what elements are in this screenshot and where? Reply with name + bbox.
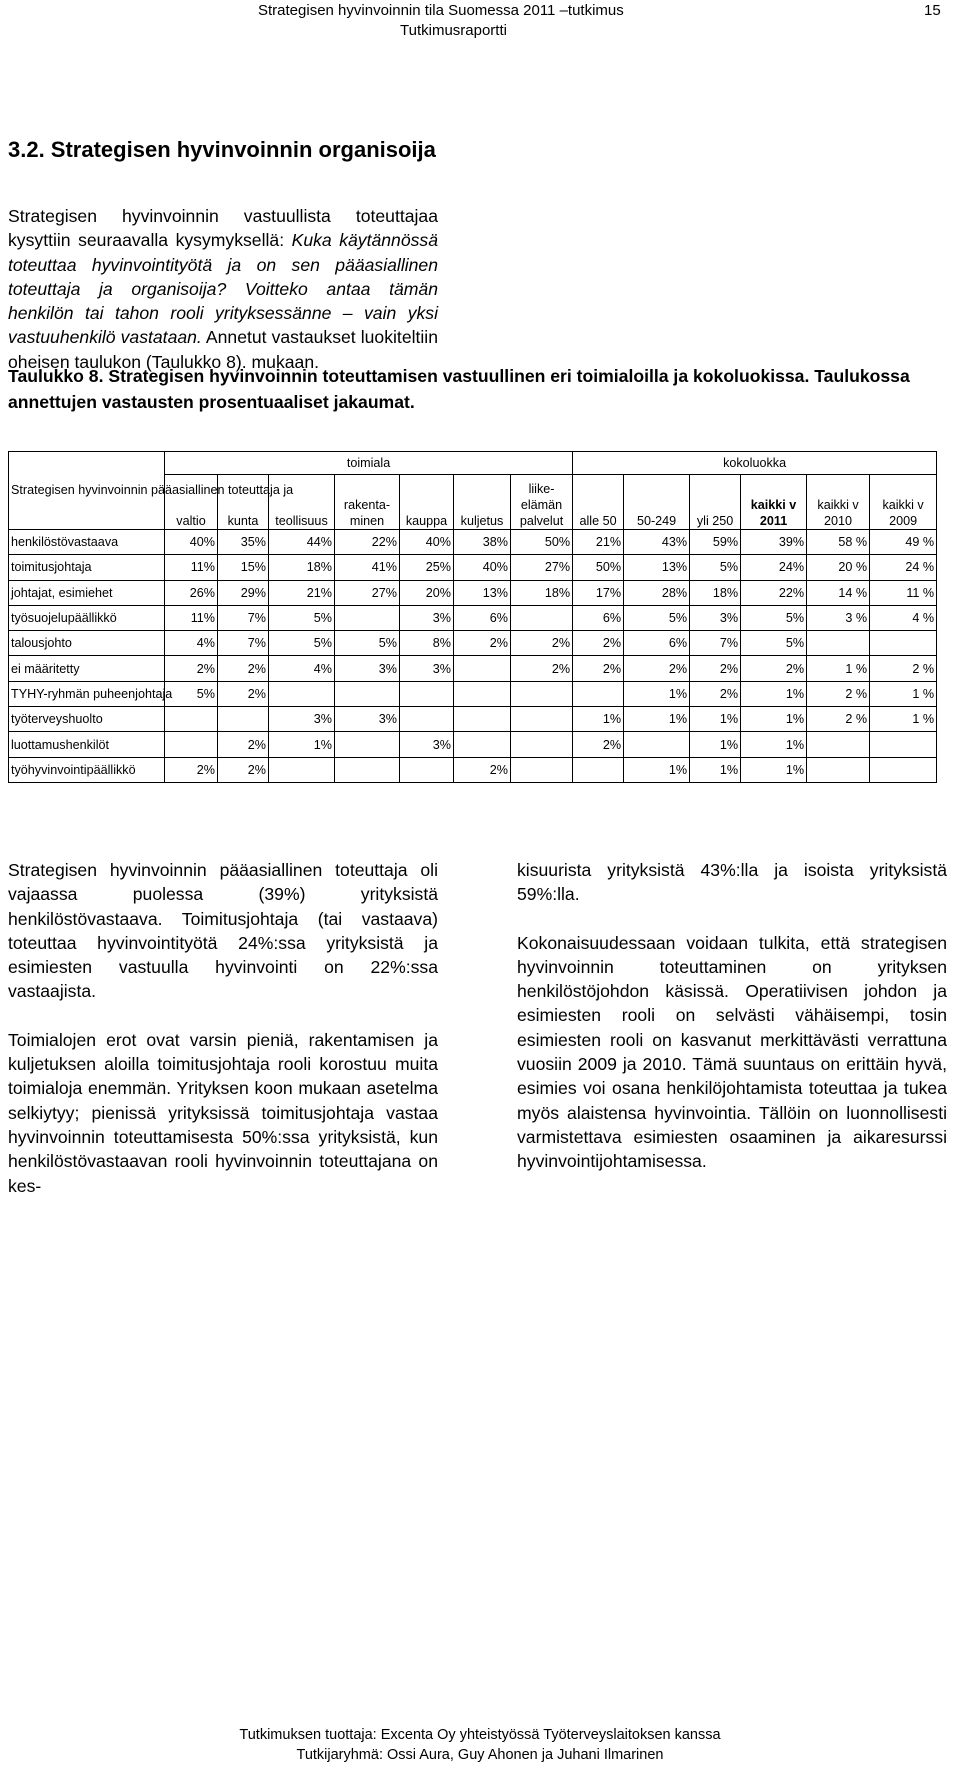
table-cell: 15% — [218, 555, 269, 580]
section-title: 3.2. Strategisen hyvinvoinnin organisoija — [8, 137, 436, 162]
table-cell — [454, 656, 511, 681]
body-paragraph: Strategisen hyvinvoinnin pääasiallinen toteuttaja oli vajaassa puolessa (39%) yrityksistä henkilöstövastaava. Toimitusjohtaja (tai vastaava) toteuttaa hyvinvointityötä 24%:ssa yrityksistä ja esimiesten vastuulla hyvinvointi on 22%:ssa vastaajista. — [8, 860, 438, 1002]
table-cell — [165, 707, 218, 732]
table-cell: 43% — [624, 530, 690, 555]
table-cell — [870, 631, 937, 656]
table-cell — [269, 681, 335, 706]
table-cell: 18% — [690, 580, 741, 605]
table-cell: 50% — [511, 530, 573, 555]
table-cell: 41% — [335, 555, 400, 580]
table-row — [9, 580, 937, 605]
column-header: yli 250 — [690, 475, 741, 530]
intro-text — [8, 204, 438, 374]
table-cell: 5% — [690, 555, 741, 580]
table-cell: 2% — [218, 656, 269, 681]
table-cell: 11% — [165, 605, 218, 630]
table-cell: 1 % — [807, 656, 870, 681]
table-cell — [218, 707, 269, 732]
table-cell — [624, 732, 690, 757]
table-cell: 2 % — [807, 707, 870, 732]
intro-paragraph — [8, 204, 438, 374]
table-cell: 5% — [741, 605, 807, 630]
table-cell: 2% — [218, 681, 269, 706]
table-cell: 18% — [511, 580, 573, 605]
table-row — [9, 681, 937, 706]
column-header: valtio — [165, 475, 218, 530]
table-cell: 17% — [573, 580, 624, 605]
table-cell: 35% — [218, 530, 269, 555]
table-cell: 1% — [690, 707, 741, 732]
column-header: kaikki v 2011 — [741, 475, 807, 530]
group-header-kokoluokka: kokoluokka — [573, 452, 937, 475]
table-cell: 24% — [741, 555, 807, 580]
table-cell — [573, 681, 624, 706]
intro-question: Kuka käytännössä toteuttaa hyvinvointityötä ja on sen pääasiallinen toteuttaja ja organisoija? Voitteko antaa tämän henkilön tai tahon rooli yrityksessänne – vain yksi vastuuhenkilö vastataan. — [8, 230, 438, 348]
table-cell: 3 % — [807, 605, 870, 630]
table-cell: 3% — [400, 732, 454, 757]
table-cell — [400, 707, 454, 732]
table-cell: 1% — [624, 757, 690, 782]
table-cell — [807, 631, 870, 656]
table-header-label: Strategisen hyvinvoinnin pääasiallinen toteuttaja ja — [9, 452, 165, 530]
table-cell — [511, 757, 573, 782]
table-cell: 1% — [741, 732, 807, 757]
table-cell: 2% — [573, 656, 624, 681]
column-header: kauppa — [400, 475, 454, 530]
column-header: liike-elämän palvelut — [511, 475, 573, 530]
table-cell: 24 % — [870, 555, 937, 580]
table-cell: 22% — [335, 530, 400, 555]
table-cell: 1% — [573, 707, 624, 732]
table-cell: 20% — [400, 580, 454, 605]
table-cell — [269, 757, 335, 782]
table-cell — [573, 757, 624, 782]
table-cell — [165, 732, 218, 757]
table-cell: 2% — [511, 656, 573, 681]
row-label: työsuojelupäällikkö — [9, 605, 165, 630]
table-row — [9, 631, 937, 656]
intro-plain: Strategisen hyvinvoinnin vastuullista toteuttajaa kysyttiin seuraavalla kysymyksellä: — [8, 206, 438, 251]
table-cell: 3% — [269, 707, 335, 732]
row-label: talousjohto — [9, 631, 165, 656]
column-header: kaikki v 2010 — [807, 475, 870, 530]
table-cell: 1 % — [870, 681, 937, 706]
table-cell: 2% — [573, 732, 624, 757]
column-header: kaikki v 2009 — [870, 475, 937, 530]
page-footer — [0, 1725, 960, 1765]
body-paragraph: Toimialojen erot ovat varsin pieniä, rakentamisen ja kuljetuksen aloilla toimitusjohtaja rooli korostuu muita toimialoja enemmän. Yrityksen koon mukaan asetelma selkiytyy; pienissä yrityksissä toimitusjohtaja vastaa hyvinvoinnin toteuttamisesta 50%:ssa yrityksistä, kun henkilöstövastaavan rooli hyvinvoinnin toteuttajana on kes- — [8, 1029, 438, 1196]
table-cell: 2% — [741, 656, 807, 681]
body-paragraph: kisuurista yrityksistä 43%:lla ja isoista yrityksistä 59%:lla. — [517, 860, 947, 905]
table-cell: 5% — [269, 605, 335, 630]
table-cell — [511, 707, 573, 732]
table-row — [9, 707, 937, 732]
table-cell — [335, 732, 400, 757]
column-header: alle 50 — [573, 475, 624, 530]
row-label: johtajat, esimiehet — [9, 580, 165, 605]
row-label: TYHY-ryhmän puheenjohtaja — [9, 681, 165, 706]
table-cell: 3% — [400, 656, 454, 681]
table-cell: 21% — [573, 530, 624, 555]
table-cell: 7% — [690, 631, 741, 656]
table-cell: 1% — [741, 707, 807, 732]
table-cell: 2% — [218, 732, 269, 757]
table-cell: 7% — [218, 605, 269, 630]
header-report-subtitle: Tutkimusraportti — [400, 22, 507, 39]
row-label: työterveyshuolto — [9, 707, 165, 732]
column-header: 50-249 — [624, 475, 690, 530]
table-cell: 50% — [573, 555, 624, 580]
table-cell: 2% — [624, 656, 690, 681]
table-cell: 4% — [269, 656, 335, 681]
table-cell: 2% — [218, 757, 269, 782]
table-cell: 1% — [690, 757, 741, 782]
table-cell: 21% — [269, 580, 335, 605]
table-cell: 2% — [511, 631, 573, 656]
table-cell: 8% — [400, 631, 454, 656]
table-cell — [511, 605, 573, 630]
responsibility-table — [8, 451, 937, 783]
table-row — [9, 530, 937, 555]
page-number: 15 — [924, 2, 941, 19]
table-cell — [870, 757, 937, 782]
table-row — [9, 757, 937, 782]
table-cell: 3% — [335, 707, 400, 732]
body-paragraph: Kokonaisuudessaan voidaan tulkita, että strategisen hyvinvoinnin toteuttaminen on yrityksen henkilöstöjohdon käsissä. Operatiivisen johdon ja esimiesten rooli on selvästi vähäisempi, tosin esimiesten rooli on kasvanut merkittävästi verrattuna vuosiin 2009 ja 2010. Tämä suuntaus on erittäin hyvä, esimies voi osana henkilöjohtamista toteuttaa ja tukea myös alaistensa hyvinvointia. Tällöin on luonnollisesti varmistettava esimiesten osaaminen ja aikaresurssi hyvinvointijohtamisessa. — [517, 932, 947, 1172]
row-label: henkilöstövastaava — [9, 530, 165, 555]
table-cell: 2% — [573, 631, 624, 656]
table-cell: 5% — [741, 631, 807, 656]
table-cell: 2% — [165, 757, 218, 782]
table-cell: 3% — [400, 605, 454, 630]
table-cell — [454, 707, 511, 732]
table-cell: 7% — [218, 631, 269, 656]
table-row — [9, 605, 937, 630]
table-cell: 4 % — [870, 605, 937, 630]
table-cell: 29% — [218, 580, 269, 605]
body-left-column — [8, 858, 438, 1222]
table-cell: 13% — [454, 580, 511, 605]
footer-research-group: Tutkijaryhmä: Ossi Aura, Guy Ahonen ja Juhani Ilmarinen — [296, 1747, 664, 1763]
column-header: kunta — [218, 475, 269, 530]
table-cell — [454, 681, 511, 706]
table-cell: 11% — [165, 555, 218, 580]
table-cell: 6% — [573, 605, 624, 630]
table-body — [9, 530, 937, 783]
table-cell: 2% — [690, 656, 741, 681]
table-cell: 44% — [269, 530, 335, 555]
row-label: luottamushenkilöt — [9, 732, 165, 757]
table-cell: 13% — [624, 555, 690, 580]
column-header: rakenta-minen — [335, 475, 400, 530]
table-cell — [335, 605, 400, 630]
table-cell: 18% — [269, 555, 335, 580]
table-group-header-row — [9, 452, 937, 475]
table-cell: 1 % — [870, 707, 937, 732]
body-right-column — [517, 858, 947, 1198]
table-cell — [335, 681, 400, 706]
table-cell: 2 % — [807, 681, 870, 706]
table-cell: 3% — [335, 656, 400, 681]
table-cell: 58 % — [807, 530, 870, 555]
table-cell: 1% — [269, 732, 335, 757]
table-row — [9, 732, 937, 757]
footer-producer: Tutkimuksen tuottaja: Excenta Oy yhteistyössä Työterveyslaitoksen kanssa — [239, 1727, 721, 1743]
header-report-title: Strategisen hyvinvoinnin tila Suomessa 2011 –tutkimus — [258, 2, 624, 19]
table-cell: 5% — [165, 681, 218, 706]
table-cell — [807, 757, 870, 782]
table-cell: 2% — [165, 656, 218, 681]
table-row — [9, 656, 937, 681]
table-cell — [807, 732, 870, 757]
table-cell: 40% — [165, 530, 218, 555]
table-cell: 5% — [335, 631, 400, 656]
table-cell: 26% — [165, 580, 218, 605]
table-cell: 3% — [690, 605, 741, 630]
table-cell: 25% — [400, 555, 454, 580]
table-cell: 38% — [454, 530, 511, 555]
table-cell: 1% — [624, 707, 690, 732]
table-cell — [335, 757, 400, 782]
table-cell: 2% — [690, 681, 741, 706]
table-cell: 2% — [454, 631, 511, 656]
table-cell: 22% — [741, 580, 807, 605]
table-caption: Taulukko 8. Strategisen hyvinvoinnin toteuttamisen vastuullinen eri toimialoilla ja kokoluokissa. Taulukossa annettujen vastausten prosentuaaliset jakaumat. — [8, 366, 910, 412]
table-cell: 11 % — [870, 580, 937, 605]
table-row — [9, 555, 937, 580]
table-cell: 1% — [741, 681, 807, 706]
table-cell: 20 % — [807, 555, 870, 580]
row-label: työhyvinvointipäällikkö — [9, 757, 165, 782]
table-cell: 1% — [624, 681, 690, 706]
column-header: kuljetus — [454, 475, 511, 530]
table-cell: 49 % — [870, 530, 937, 555]
group-header-toimiala: toimiala — [165, 452, 573, 475]
table-cell — [400, 681, 454, 706]
column-header: teollisuus — [269, 475, 335, 530]
table-cell: 27% — [335, 580, 400, 605]
table-cell: 39% — [741, 530, 807, 555]
table-cell: 5% — [269, 631, 335, 656]
table-cell — [400, 757, 454, 782]
table-cell: 5% — [624, 605, 690, 630]
table-cell: 2 % — [870, 656, 937, 681]
intro-after: Annetut vastaukset luokiteltiin oheisen taulukon (Taulukko 8). mukaan. — [8, 327, 438, 372]
table-cell: 27% — [511, 555, 573, 580]
row-label: toimitusjohtaja — [9, 555, 165, 580]
table-cell: 6% — [624, 631, 690, 656]
row-label: ei määritetty — [9, 656, 165, 681]
table-cell: 40% — [400, 530, 454, 555]
table-cell: 2% — [454, 757, 511, 782]
table-cell: 28% — [624, 580, 690, 605]
table-cell — [511, 732, 573, 757]
table-cell: 1% — [690, 732, 741, 757]
table-cell: 4% — [165, 631, 218, 656]
table-cell: 59% — [690, 530, 741, 555]
table-cell — [454, 732, 511, 757]
table-cell — [511, 681, 573, 706]
table-cell: 14 % — [807, 580, 870, 605]
table-cell: 40% — [454, 555, 511, 580]
table-cell — [870, 732, 937, 757]
table-cell: 6% — [454, 605, 511, 630]
table-cell: 1% — [741, 757, 807, 782]
